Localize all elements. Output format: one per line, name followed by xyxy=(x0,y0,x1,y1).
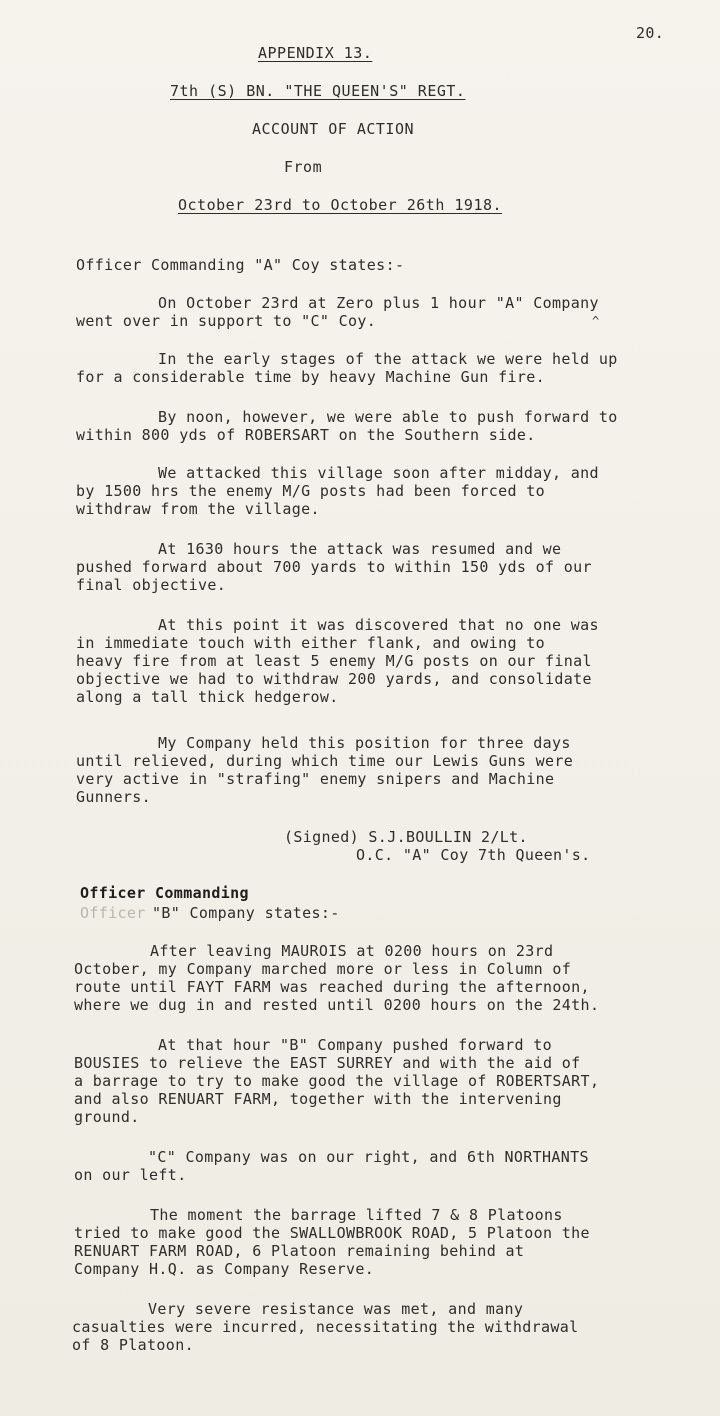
paragraph-line: a barrage to try to make good the village of ROBERTSART, xyxy=(74,1072,600,1090)
paragraph-line: very active in "strafing" enemy snipers and Machine xyxy=(76,770,555,788)
section-b-intro: "B" Company states:- xyxy=(152,904,340,922)
paragraph-line: heavy fire from at least 5 enemy M/G posts on our final xyxy=(76,652,592,670)
paragraph-line: by 1500 hrs the enemy M/G posts had been forced to xyxy=(76,482,546,500)
paragraph-line: October, my Company marched more or less in Column of xyxy=(74,960,572,978)
paragraph-line: On October 23rd at Zero plus 1 hour "A" Company xyxy=(158,294,599,312)
section-b-heading: Officer Commanding xyxy=(80,884,249,902)
paragraph-line: of 8 Platoon. xyxy=(72,1336,194,1354)
paragraph-line: ground. xyxy=(74,1108,140,1126)
paragraph-line: My Company held this position for three days xyxy=(158,734,571,752)
paragraph-line: Very severe resistance was met, and many xyxy=(148,1300,524,1318)
paragraph-line: BOUSIES to relieve the EAST SURREY and with the aid of xyxy=(74,1054,581,1072)
section-a-intro: Officer Commanding "A" Coy states:- xyxy=(76,256,405,274)
paragraph-line: along a tall thick hedgerow. xyxy=(76,688,339,706)
insertion-mark: ^ xyxy=(592,314,600,328)
paragraph-line: tried to make good the SWALLOWBROOK ROAD, 5 Platoon the xyxy=(74,1224,590,1242)
paragraph-line: for a considerable time by heavy Machine Gun fire. xyxy=(76,368,546,386)
paragraph-line: Gunners. xyxy=(76,788,152,806)
paragraph-line: At this point it was discovered that no one was xyxy=(158,616,599,634)
paragraph-line: At that hour "B" Company pushed forward to xyxy=(158,1036,552,1054)
paragraph-line: final objective. xyxy=(76,576,227,594)
paragraph-line: within 800 yds of ROBERSART on the Southern side. xyxy=(76,426,536,444)
paragraph-line: on our left. xyxy=(74,1166,187,1184)
paragraph-line: After leaving MAUROIS at 0200 hours on 23rd xyxy=(150,942,554,960)
paragraph-line: withdraw from the village. xyxy=(76,500,320,518)
date-range: October 23rd to October 26th 1918. xyxy=(178,196,503,214)
paragraph-line: By noon, however, we were able to push forward to xyxy=(158,408,618,426)
paragraph-line: pushed forward about 700 yards to within 150 yds of our xyxy=(76,558,592,576)
paragraph-line: went over in support to "C" Coy. xyxy=(76,312,377,330)
paragraph-line: until relieved, during which time our Lewis Guns were xyxy=(76,752,574,770)
paragraph-line: In the early stages of the attack we were held up xyxy=(158,350,618,368)
paragraph-line: Company H.Q. as Company Reserve. xyxy=(74,1260,375,1278)
paragraph-line: casualties were incurred, necessitating the withdrawal xyxy=(72,1318,579,1336)
paragraph-line: in immediate touch with either flank, and owing to xyxy=(76,634,546,652)
signature-line: O.C. "A" Coy 7th Queen's. xyxy=(356,846,591,864)
paragraph-line: We attacked this village soon after midday, and xyxy=(158,464,599,482)
account-title: ACCOUNT OF ACTION xyxy=(252,120,415,138)
paragraph-line: route until FAYT FARM was reached during the afternoon, xyxy=(74,978,590,996)
paragraph-line: The moment the barrage lifted 7 & 8 Platoons xyxy=(150,1206,563,1224)
from-label: From xyxy=(284,158,323,176)
paragraph-line: At 1630 hours the attack was resumed and we xyxy=(158,540,562,558)
appendix-title: APPENDIX 13. xyxy=(258,44,373,62)
paragraph-line: where we dug in and rested until 0200 hours on the 24th. xyxy=(74,996,600,1014)
page-number: 20. xyxy=(636,24,665,42)
unit-title: 7th (S) BN. "THE QUEEN'S" REGT. xyxy=(170,82,466,100)
paragraph-line: "C" Company was on our right, and 6th NORTHANTS xyxy=(148,1148,589,1166)
paragraph-line: objective we had to withdraw 200 yards, and consolidate xyxy=(76,670,592,688)
signature-line: (Signed) S.J.BOULLIN 2/Lt. xyxy=(284,828,528,846)
paragraph-line: RENUART FARM ROAD, 6 Platoon remaining behind at xyxy=(74,1242,525,1260)
struck-word: Officer xyxy=(80,904,146,922)
paragraph-line: and also RENUART FARM, together with the intervening xyxy=(74,1090,562,1108)
